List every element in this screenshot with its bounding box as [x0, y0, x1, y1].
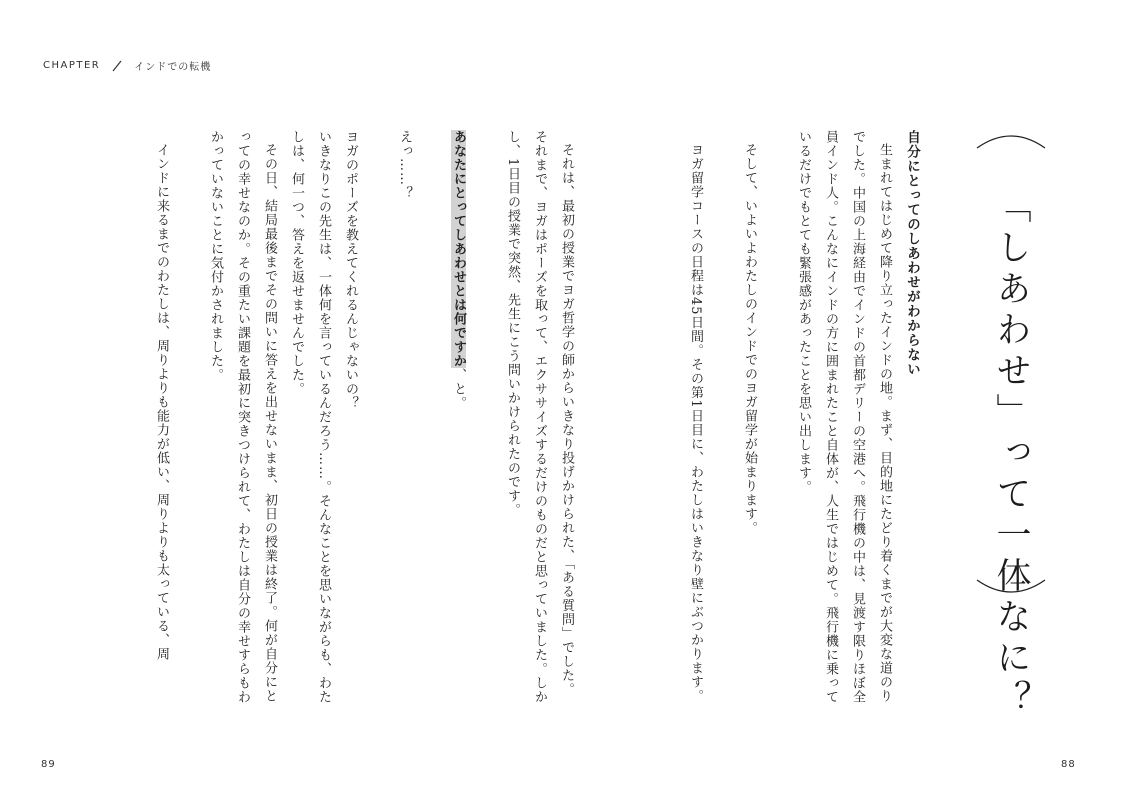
slash-divider-icon: [112, 60, 122, 72]
section-title-box: [975, 130, 1047, 721]
paragraph: そして、いよいよわたしのインドでのヨガ留学が始まります。: [742, 143, 757, 535]
chapter-header: [43, 58, 211, 73]
paragraph: それは、最初の授業でヨガ哲学の師からいきなり投げかけられた、「ある質問」でした。それまで、ヨガはポーズを取って、エクササイズするだけのものだと思っていました。しかし、1日目の授業で突然、先生にこう問いかけられたのです。: [505, 130, 574, 704]
paragraph: その日、結局最後までその問いに答えを出せないまま、初日の授業は終了。何が自分にとっての幸せなのか。その重たい課題を最初に突きつけられて、わたしは自分の幸せすらもわかっていないことに気付かされました。: [208, 130, 277, 704]
chapter-label: CHAPTER: [43, 60, 101, 71]
bottom-bracket-icon: [975, 578, 1047, 598]
paragraph: いきなりこの先生は、一体何を言っているんだろう……。そんなことを思いながらも、わたしは、何一つ、答えを返せませんでした。: [289, 130, 331, 704]
paragraph: インドに来るまでのわたしは、周りよりも能力が低い、周りよりも太っている、周: [154, 143, 169, 661]
page-number-right: 88: [1061, 759, 1076, 770]
paragraph: ヨガ留学コースの日程は45日間。その第1日目に、わたしはいきなり壁にぶつかります。: [688, 143, 703, 703]
question-tail: 、と。: [451, 368, 466, 410]
highlighted-question-line: [445, 130, 472, 710]
paragraph: ヨガのポーズを教えてくれるんじゃないの？: [343, 130, 358, 410]
highlighted-question: あなたにとってしあわせとは何ですか: [451, 130, 466, 368]
chapter-title: インドでの転機: [134, 62, 212, 73]
right-page-body: [640, 130, 925, 710]
section-heading: 自分にとってのしあわせがわからない: [904, 130, 920, 377]
top-bracket-icon: [975, 130, 1047, 150]
paragraph: 生まれてはじめて降り立ったインドの地。まず、目的地にたどり着くまでが大変な道のりでした。中国の上海経由でインドの首都デリーの空港へ。飛行機の中は、見渡す限りほぼ全員インド人。こんなにインドの方に囲まれたこと自体が、人生ではじめて。飛行機に乗っているだけでもとても緊張感があったことを思い出します。: [796, 130, 892, 704]
page-number-left: 89: [41, 759, 56, 770]
left-page-body: [70, 130, 580, 710]
section-title: 「しあわせ」って一体なに？: [991, 188, 1031, 721]
paragraph: えっ……？: [397, 130, 412, 200]
